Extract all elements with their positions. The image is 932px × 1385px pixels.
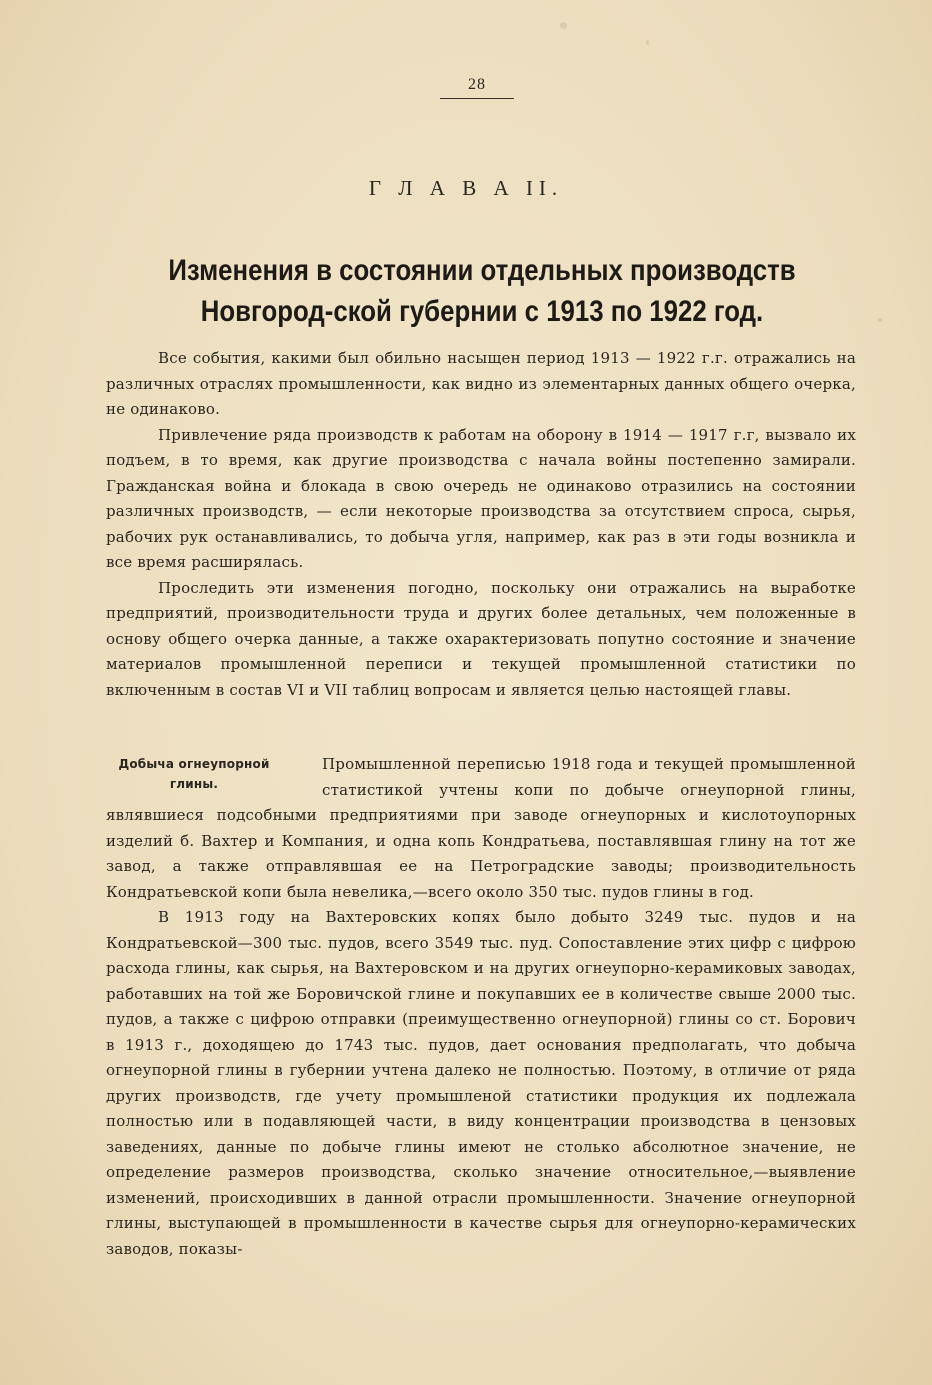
paper-stain [878,318,882,322]
chapter-title: Изменения в состоянии отдельных производств Новгород-ской губернии с 1913 по 1922 год. [168,254,796,328]
section-sidenote: Добыча огнеупорной глины. [118,757,270,791]
intro-text [106,346,856,703]
chapter-heading: Г Л А В А II. [368,176,564,200]
paper-stain [646,40,649,45]
page-number: 28 [468,76,486,93]
paragraph: Проследить эти изменения погодно, поскольку они отражались на выработке предприятий, производительности труда и других более детальных, чем положенные в основу общего очерка данные, а также охарактеризовать попутно состояние и значение материалов промышленной переписи и текущей промышленной статистики по включенным в состав VI и VII таблиц вопросам и является целью настоящей главы. [106,578,856,699]
page-number-rule [440,98,514,99]
paragraph: Промышленной переписью 1918 года и текущей промышленной статистикой учтены копи по добыче огнеупорной глины, являвшиеся подсобными предприятиями при заводе огнеупорных и кислотоупорных изделий б. Вахтер и Компания, и одна копь Кондратьева, поставлявшая глину на тот же завод, а также отправлявшая ее на Петроградские заводы; производительность Кондратьевской копи была невелика,—всего около 350 тыс. пудов глины в год. [106,755,856,901]
clay-section [106,752,856,1262]
paragraph: Привлечение ряда производств к работам на оборону в 1914 — 1917 г.г, вызвало их подъем, в то время, как другие производства с начала войны постепенно замирали. Гражданская война и блокада в свою очередь не одинаково отразились на состоянии различных производств, — если некоторые производства за отсутствием спроса, сырья, рабочих рук останавливались, то добыча угля, например, как раз в эти годы возникла и все время расширялась. [106,425,856,571]
paper-stain [560,22,567,29]
paragraph: Все события, какими был обильно насыщен период 1913 — 1922 г.г. отражались на различных отраслях промышленности, как видно из элементарных данных общего очерка, не одинаково. [106,349,856,418]
paragraph: В 1913 году на Вахтеровских копях было добыто 3249 тыс. пудов и на Кондратьевской—300 тыс. пудов, всего 3549 тыс. пуд. Сопоставление этих цифр с цифрою расхода глины, как сырья, на Вахтеровском и на других огнеупорно-керамиковых заводах, работавших на той же Боровичской глине и покупавших ее в количестве свыше 2000 тыс. пудов, а также с цифрою отправки (преимущественно огнеупорной) глины со ст. Борович в 1913 г., доходящею до 1743 тыс. пудов, дает основания предполагать, что добыча огнеупорной глины в губернии учтена далеко не полностью. Поэтому, в отличие от ряда других производств, где учету промышленой статистики продукция их подлежала полностью или в подавляющей части, в виду концентрации производства в цензовых заведениях, данные по добыче глины имеют не столько абсолютное значение, не определение размеров производства, сколько значение относительное,—выявление изменений, происходивших в данной отрасли промышленности. Значение огнеупорной глины, выступающей в промышленности в качестве сырья для огнеупорно-керамических заводов, показы- [106,908,856,1258]
